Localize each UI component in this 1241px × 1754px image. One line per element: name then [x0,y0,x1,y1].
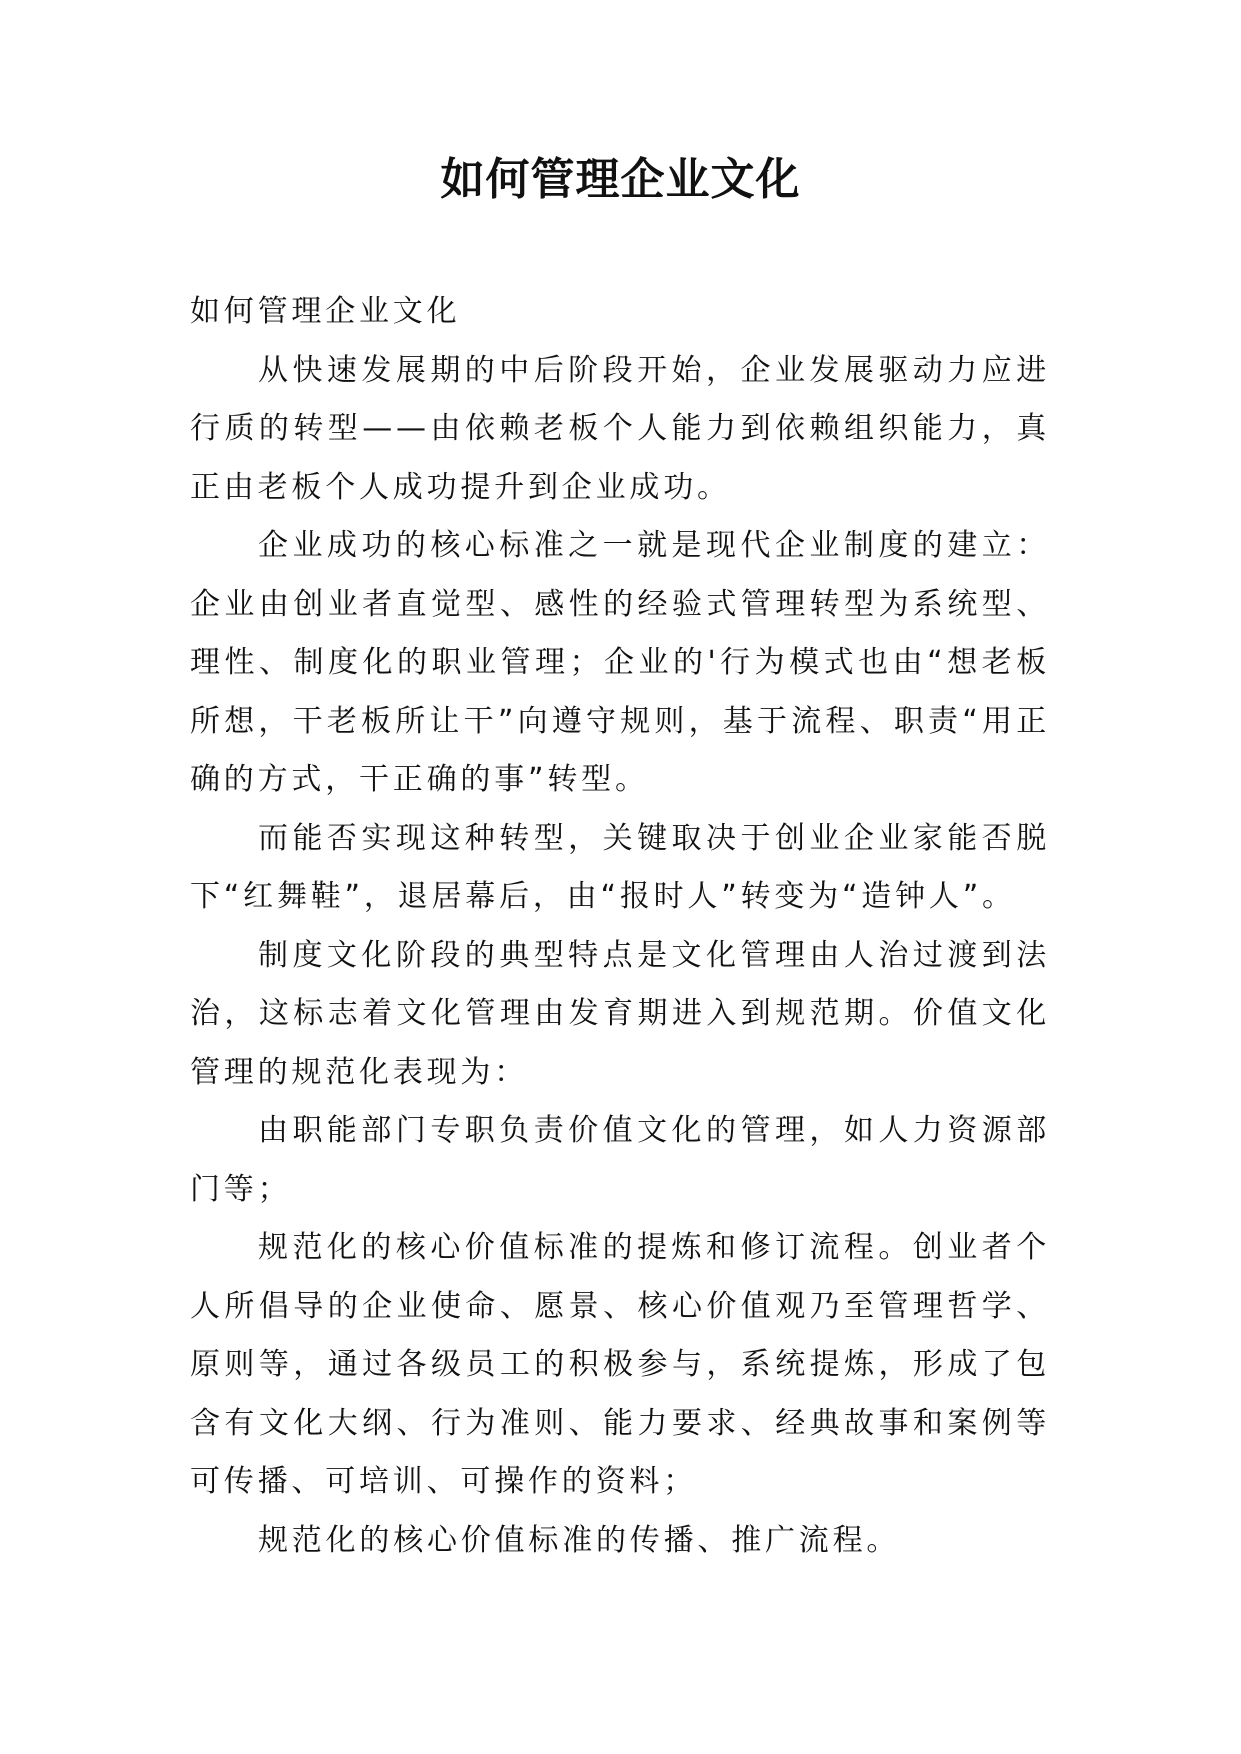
paragraph: 规范化的核心价值标准的提炼和修订流程。创业者个人所倡导的企业使命、愿景、核心价值观乃至管理哲学、原则等，通过各级员工的积极参与，系统提炼，形成了包含有文化大纲、行为准则、能力要求、经典故事和案例等可传播、可培训、可操作的资料； [190,1230,1050,1499]
document-title: 如何管理企业文化 [440,154,801,205]
paragraph: 企业成功的核心标准之一就是现代企业制度的建立：企业由创业者直觉型、感性的经验式管理转型为系统型、理性、制度化的职业管理；企业的'行为模式也由“想老板所想，干老板所让干”向遵守规则，基于流程、职责“用正确的方式，干正确的事”转型。 [190,528,1050,797]
paragraph: 从快速发展期的中后阶段开始，企业发展驱动力应进行质的转型——由依赖老板个人能力到依赖组织能力，真正由老板个人成功提升到企业成功。 [190,352,1050,505]
paragraph: 规范化的核心价值标准的传播、推广流程。 [258,1522,901,1558]
paragraph: 由职能部门专职负责价值文化的管理，如人力资源部门等； [190,1113,1050,1207]
paragraph: 制度文化阶段的典型特点是文化管理由人治过渡到法治，这标志着文化管理由发育期进入到规范期。价值文化管理的规范化表现为： [190,937,1050,1090]
document-body [190,283,1050,1570]
paragraph: 而能否实现这种转型，关键取决于创业企业家能否脱下“红舞鞋”，退居幕后，由“报时人”转变为“造钟人”。 [190,820,1050,914]
paragraph-subtitle: 如何管理企业文化 [190,294,461,329]
